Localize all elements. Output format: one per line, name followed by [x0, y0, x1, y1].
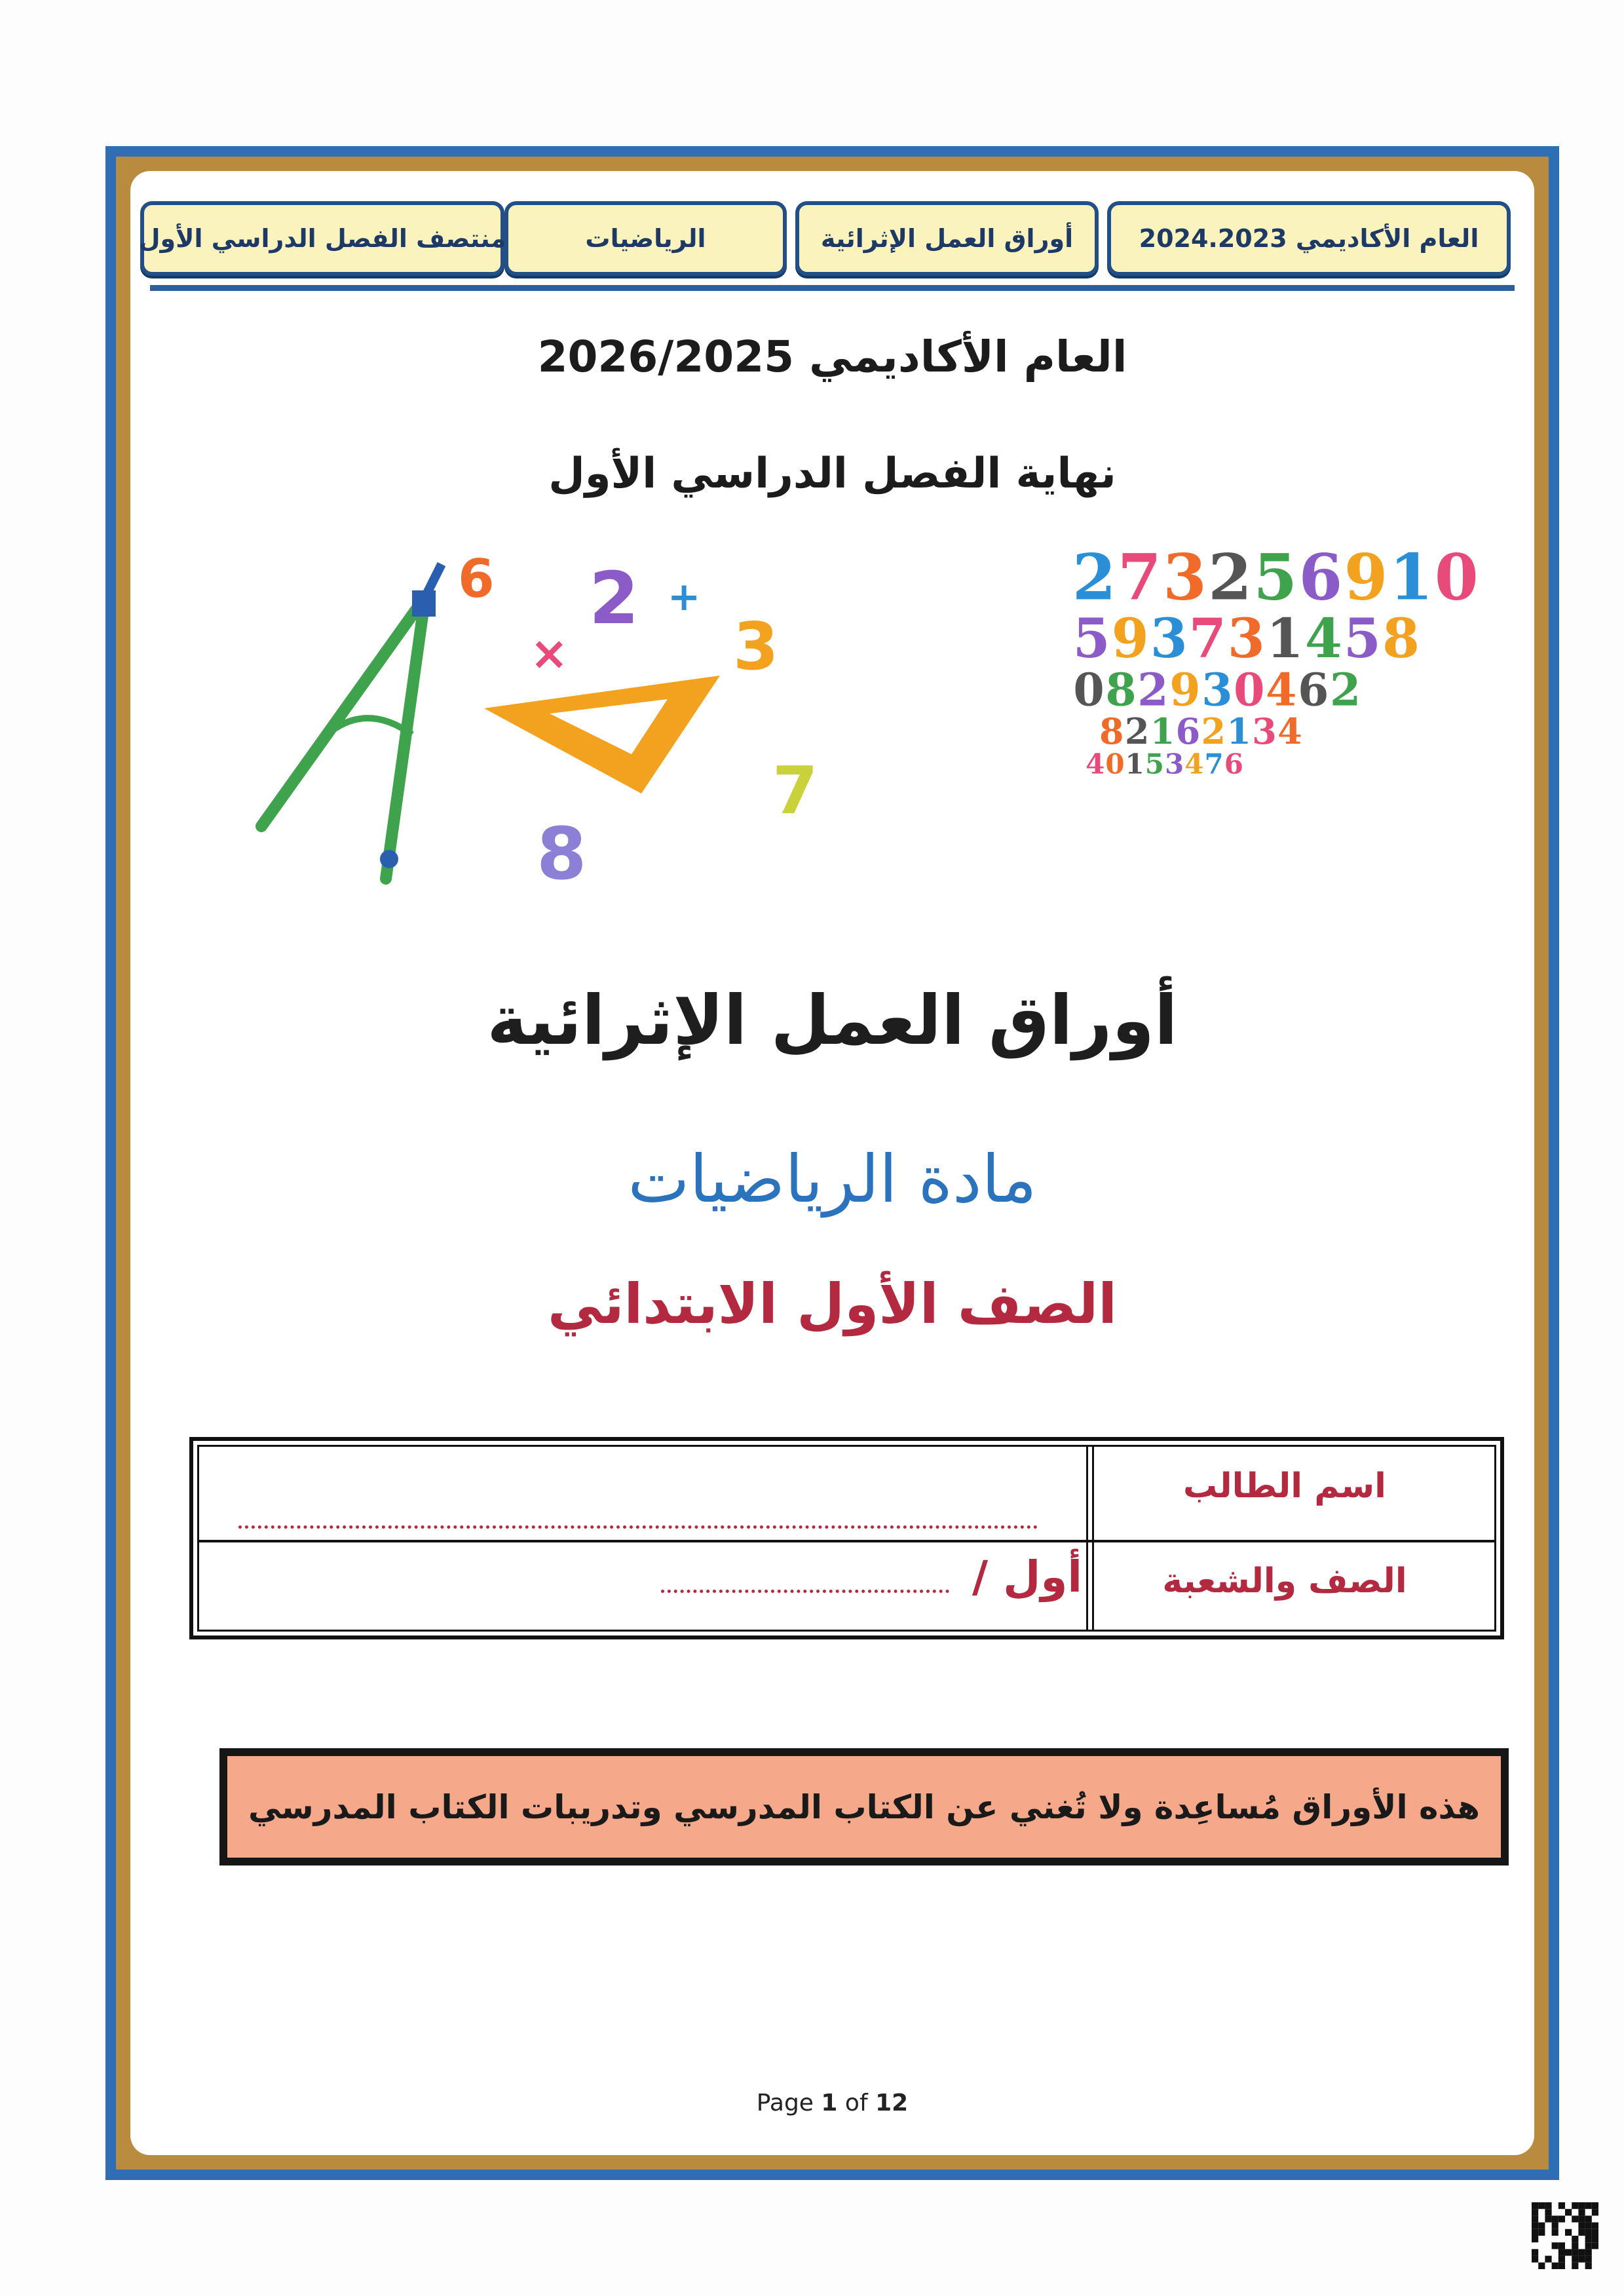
header-box-worksheets	[795, 201, 1099, 276]
digit-mark: 0	[1434, 540, 1479, 615]
digit-mark: 8	[1099, 710, 1124, 752]
digit-mark: 2	[589, 556, 639, 640]
geometry-tools-illustration	[248, 538, 851, 905]
main-title: أوراق العمل الإثرائية	[487, 980, 1178, 1060]
digit-mark: 1	[1389, 540, 1433, 615]
digit-mark: ×	[530, 626, 569, 680]
student-name-label: اسم الطالب	[1183, 1466, 1386, 1506]
digit-mark: 1	[1150, 710, 1175, 752]
class-section-field[interactable]	[661, 1590, 949, 1593]
digit-mark: 1	[1125, 748, 1144, 780]
digit-mark: 6	[1298, 664, 1329, 717]
digit-mark: 2	[1124, 710, 1150, 752]
digit-mark: 9	[1169, 664, 1201, 717]
digit-mark: 8	[537, 812, 587, 896]
total-pages: 12	[875, 2090, 909, 2116]
digit-mark: 7	[1118, 540, 1161, 615]
header-label: أوراق العمل الإثرائية	[820, 224, 1074, 253]
of-word: of	[844, 2090, 868, 2116]
subject-title: مادة الرياضيات	[628, 1141, 1037, 1217]
class-prefix: أول /	[972, 1552, 1082, 1602]
digit-mark: 3	[1163, 540, 1207, 615]
page-frame	[105, 146, 1559, 2180]
digit-mark: 8	[1105, 664, 1137, 717]
digit-mark: 3	[733, 608, 779, 685]
table-row-divider	[199, 1540, 1494, 1542]
digit-mark: 5	[1253, 540, 1298, 615]
header-label: العام الأكاديمي 2024.2023	[1139, 224, 1479, 253]
term-title: نهاية الفصل الدراسي الأول	[548, 450, 1116, 498]
header-box-subject	[504, 201, 787, 276]
academic-year-title: العام الأكاديمي 2026/2025	[537, 332, 1127, 382]
digit-mark: 2	[1208, 540, 1253, 615]
digit-mark: 4	[1277, 710, 1302, 752]
digit-mark: 2	[1072, 540, 1116, 615]
digit-mark: 7	[1188, 607, 1226, 671]
digit-mark: 8	[1382, 607, 1420, 671]
header-label: منتصف الفصل الدراسي الأول	[138, 224, 506, 253]
digit-mark: 6	[1175, 710, 1201, 752]
digit-mark: +	[668, 574, 701, 620]
digit-mark: 2	[1137, 664, 1169, 717]
qr-code-icon	[1532, 2202, 1598, 2269]
table-column-divider	[1086, 1447, 1094, 1630]
digit-mark: 3	[1201, 664, 1233, 717]
digit-mark: 9	[1344, 540, 1388, 615]
compass-icon	[261, 564, 442, 879]
header-label: الرياضيات	[585, 224, 706, 253]
digit-mark: 0	[1105, 748, 1125, 780]
digit-mark: 4	[1086, 748, 1105, 780]
digit-mark: 0	[1234, 664, 1265, 717]
current-page: 1	[821, 2090, 838, 2116]
class-section-label: الصف والشعبة	[1162, 1561, 1407, 1601]
digit-mark: 4	[1184, 748, 1204, 780]
digit-mark: 5	[1072, 607, 1110, 671]
numbers-illustration	[903, 525, 1493, 892]
digit-mark: 7	[1204, 748, 1224, 780]
student-name-field[interactable]	[238, 1525, 1038, 1529]
digit-mark: 2	[1330, 664, 1361, 717]
digit-mark: 6	[1298, 540, 1343, 615]
page-word: Page	[756, 2090, 814, 2116]
digit-mark: 0	[1073, 664, 1105, 717]
digit-mark: 3	[1227, 607, 1265, 671]
digit-mark: 5	[1343, 607, 1381, 671]
digit-mark: 3	[1165, 748, 1184, 780]
digit-mark: 4	[1304, 607, 1342, 671]
digit-mark: 6	[1224, 748, 1243, 780]
header-box-term	[140, 201, 504, 276]
student-info-table	[189, 1437, 1504, 1639]
digit-mark: 2	[1201, 710, 1226, 752]
digit-mark: 3	[1252, 710, 1277, 752]
header-box-academic-year	[1107, 201, 1511, 276]
digit-mark: 4	[1266, 664, 1297, 717]
digit-mark: 5	[1144, 748, 1165, 780]
digit-mark: 3	[1150, 607, 1188, 671]
header-divider	[150, 285, 1515, 291]
page-number	[130, 2090, 1534, 2116]
digit-mark: 1	[1226, 710, 1251, 752]
page-content	[130, 171, 1534, 2155]
set-square-icon	[484, 676, 720, 794]
digit-mark: 6	[458, 548, 495, 609]
grade-title: الصف الأول الابتدائي	[547, 1272, 1118, 1336]
digit-mark: 1	[1266, 607, 1304, 671]
disclaimer-note: هذه الأوراق مُساعِدة ولا تُغني عن الكتاب المدرسي وتدريبات الكتاب المدرسي	[219, 1748, 1509, 1866]
digit-mark: 9	[1111, 607, 1149, 671]
digit-mark: 7	[772, 752, 818, 829]
